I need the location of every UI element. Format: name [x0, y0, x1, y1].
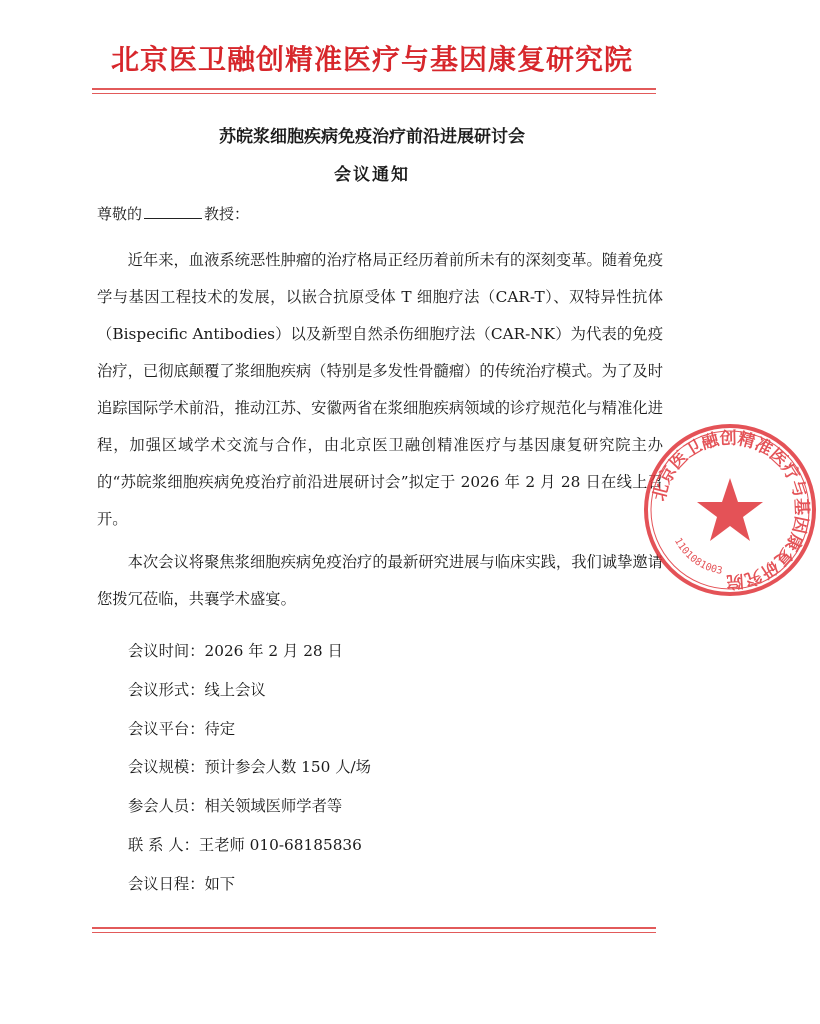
detail-time: 会议时间：2026 年 2 月 28 日 [128, 642, 343, 660]
detail-attendees: 参会人员：相关领域医师学者等 [128, 797, 343, 816]
salutation-suffix: 教授： [204, 205, 250, 223]
seal-ring [646, 426, 814, 594]
name-blank [144, 204, 202, 219]
meeting-details [128, 632, 371, 904]
detail-format: 会议形式：线上会议 [128, 680, 266, 699]
detail-scale: 会议规模：预计参会人数 150 人/场 [128, 758, 371, 777]
detail-contact: 联 系 人：王老师 010-68185836 [128, 835, 362, 854]
salutation-prefix: 尊敬的 [97, 205, 143, 223]
seal-code: 1101081003 [671, 536, 724, 577]
document-subtitle: 会议通知 [334, 165, 410, 185]
salutation [97, 203, 249, 224]
seal-inner-ring [651, 431, 809, 589]
letterhead-title: 北京医卫融创精准医疗与基因康复研究院 [110, 43, 633, 76]
star-icon [697, 478, 763, 541]
detail-schedule: 会议日程：如下 [128, 874, 236, 893]
footer-rule-thick [92, 927, 656, 929]
footer-rule-thin [92, 932, 656, 933]
letter-body [97, 242, 663, 618]
document-title: 苏皖浆细胞疾病免疫治疗前沿进展研讨会 [219, 127, 525, 147]
header-rule-thick [92, 88, 656, 90]
detail-platform: 会议平台：待定 [128, 719, 236, 738]
paragraph-1: 近年来，血液系统恶性肿瘤的治疗格局正经历着前所未有的深刻变革。随着免疫学与基因工程技术的发展，以嵌合抗原受体 T 细胞疗法（CAR-T）、双特异性抗体（Bispecific Antibodies）以及新型自然杀伤细胞疗法（CAR-NK）为代表的免疫治疗，已彻底颠覆了浆细胞疾病（特别是多发性骨髓瘤）的传统治疗模式。为了及时追踪国际学术前沿，推动江苏、安徽两省在浆细胞疾病领域的诊疗规范化与精准化进程，加强区域学术交流与合作，由北京医卫融创精准医疗与基因康复研究院主办的“苏皖浆细胞疾病免疫治疗前沿进展研讨会”拟定于 2026 年 2 月 28 日在线上召开。 [97, 251, 663, 528]
seal-ring-text: 北京医卫融创精准医疗与基因康复研究院 [649, 428, 812, 592]
header-rule-thin [92, 93, 656, 94]
official-seal [640, 420, 820, 600]
paragraph-2: 本次会议将聚焦浆细胞疾病免疫治疗的最新研究进展与临床实践，我们诚挚邀请您拨冗莅临，共襄学术盛宴。 [97, 553, 663, 608]
